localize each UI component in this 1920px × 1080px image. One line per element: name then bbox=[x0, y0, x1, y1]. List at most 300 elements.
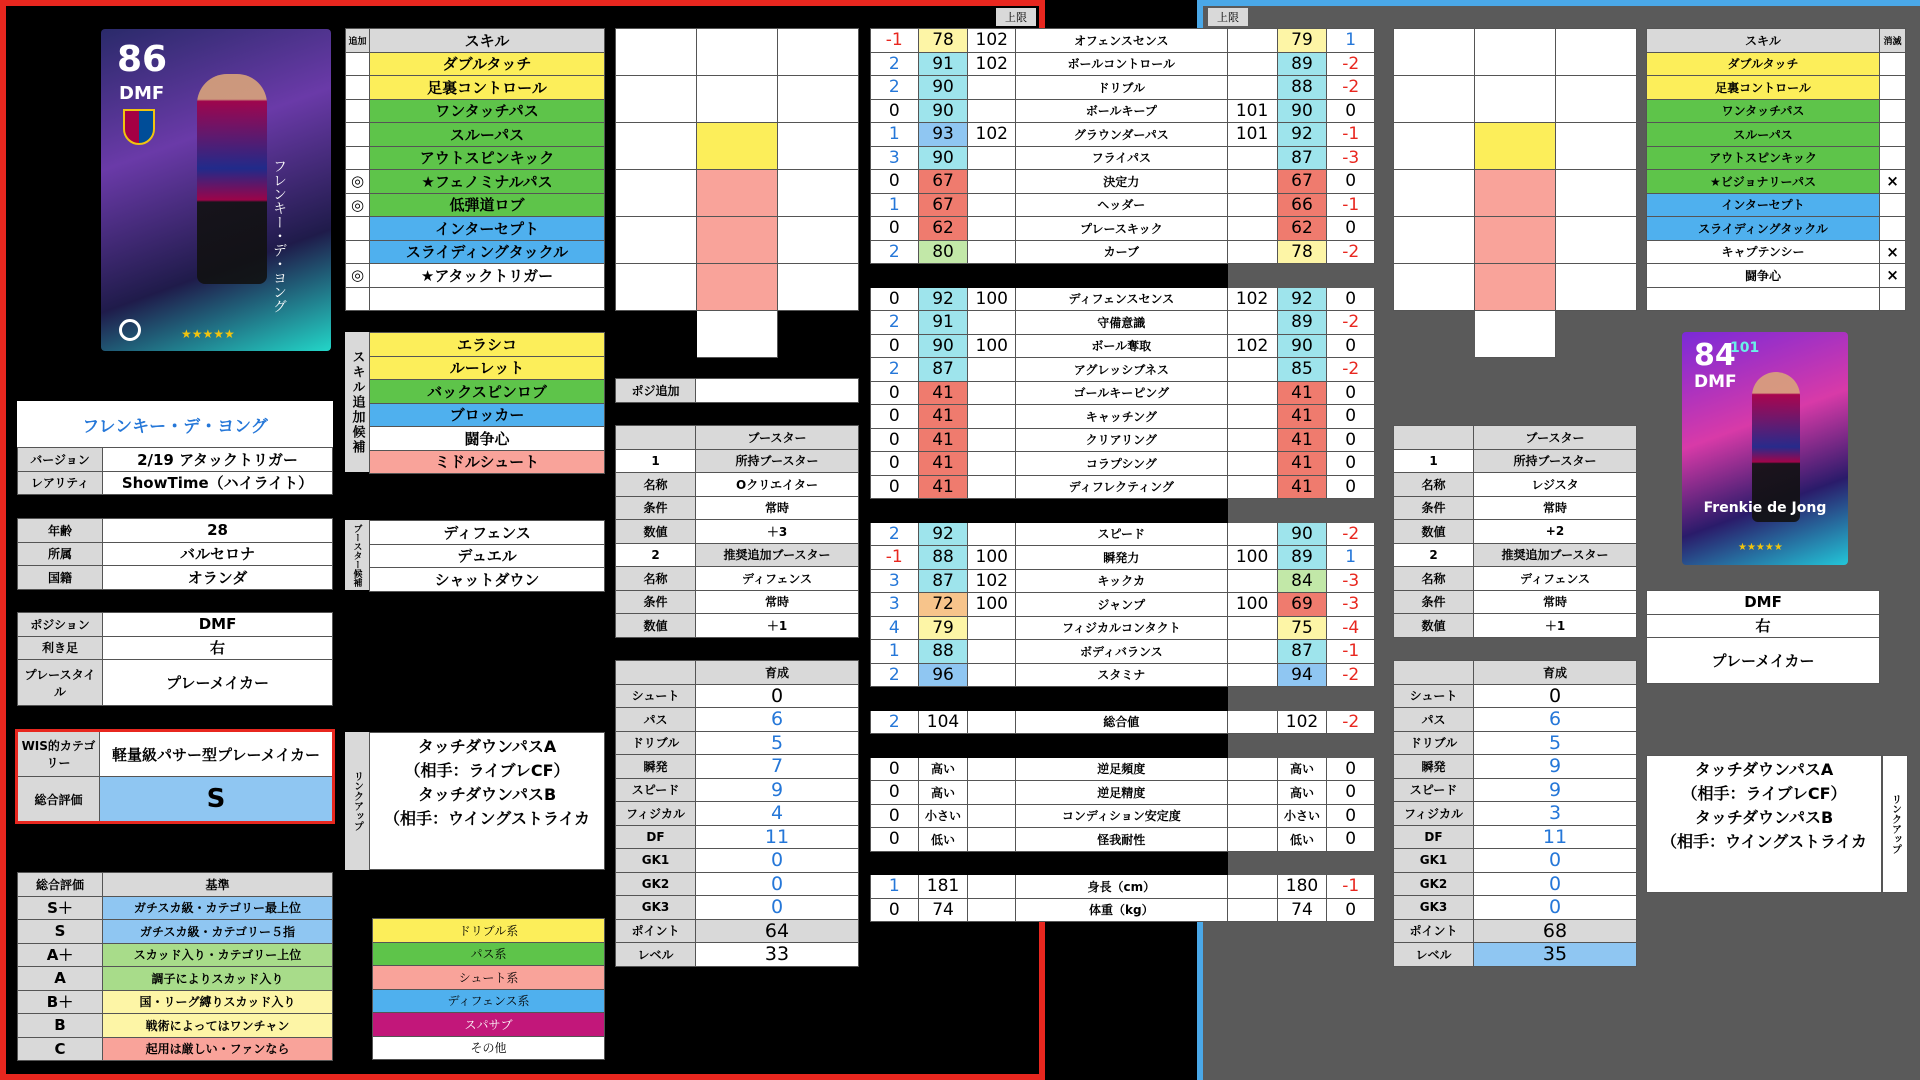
stat-diff-right: -3 bbox=[1327, 146, 1375, 170]
stat-value-right: 94 bbox=[1277, 663, 1327, 687]
stat-limit-left bbox=[968, 640, 1016, 664]
body-diff-right: -1 bbox=[1327, 875, 1375, 899]
stat-value-right: 41 bbox=[1277, 381, 1327, 405]
stat-limit-left bbox=[968, 475, 1016, 499]
stat-value-right: 88 bbox=[1277, 76, 1327, 100]
stat-name: 瞬発力 bbox=[1016, 546, 1228, 570]
stat-value-left: 88 bbox=[918, 640, 968, 664]
stat-row bbox=[871, 123, 1375, 147]
stat-name: ヘッダー bbox=[1016, 193, 1228, 217]
skill-item-right: インターセプト bbox=[1647, 193, 1880, 217]
stat-row bbox=[871, 593, 1375, 617]
stat-diff-right: 0 bbox=[1327, 381, 1375, 405]
stat-name: クリアリング bbox=[1016, 428, 1228, 452]
stat-diff-left: 4 bbox=[871, 616, 919, 640]
misc-diff-left: 0 bbox=[871, 828, 919, 852]
stat-value-left: 80 bbox=[918, 240, 968, 264]
stat-row bbox=[871, 29, 1375, 53]
misc-left: 高い bbox=[918, 781, 968, 805]
stat-limit-left bbox=[968, 522, 1016, 546]
card-position-right: DMF bbox=[1694, 372, 1737, 392]
candidate-item: エラシコ bbox=[370, 333, 605, 357]
stat-value-left: 67 bbox=[918, 193, 968, 217]
stat-diff-right: -2 bbox=[1327, 240, 1375, 264]
body-left: 181 bbox=[918, 875, 968, 899]
stat-diff-left: 1 bbox=[871, 640, 919, 664]
eval-label: 総合評価 bbox=[18, 777, 100, 821]
stat-value-right: 90 bbox=[1277, 99, 1327, 123]
misc-diff-right: 0 bbox=[1327, 757, 1375, 781]
limit-label-left: 上限 bbox=[996, 8, 1036, 26]
misc-right: 小さい bbox=[1277, 804, 1327, 828]
stat-row bbox=[871, 640, 1375, 664]
stat-value-right: 66 bbox=[1277, 193, 1327, 217]
stat-diff-right: 0 bbox=[1327, 287, 1375, 311]
stat-limit-left: 102 bbox=[968, 29, 1016, 53]
body-diff-right: 0 bbox=[1327, 898, 1375, 922]
stat-diff-left: 1 bbox=[871, 193, 919, 217]
stat-diff-right: 0 bbox=[1327, 99, 1375, 123]
stat-value-right: 75 bbox=[1277, 616, 1327, 640]
skills-table-right: スキル 消滅 ダブルタッチ 足裏コントロール ワンタッチパス スルーパス アウトスピンキック ★ビジョナリーパス × インターセプト スライディングタックル キャプテンシー × 闘争心 × bbox=[1646, 28, 1906, 311]
booster-candidate-table: ディフェンス デュエル シャットダウン bbox=[369, 520, 605, 592]
stat-value-left: 67 bbox=[918, 170, 968, 194]
stat-value-right: 92 bbox=[1277, 287, 1327, 311]
stat-limit-right bbox=[1227, 405, 1277, 429]
stat-name: キックカ bbox=[1016, 569, 1228, 593]
stat-value-left: 87 bbox=[918, 358, 968, 382]
eval-value: S bbox=[100, 777, 332, 821]
stat-row bbox=[871, 193, 1375, 217]
stat-row bbox=[871, 475, 1375, 499]
stat-diff-left: 2 bbox=[871, 663, 919, 687]
stat-name: 決定力 bbox=[1016, 170, 1228, 194]
card-rating-right: 84 bbox=[1694, 338, 1736, 373]
info-table-2: 年齢 28 所属 バルセロナ 国籍 オランダ bbox=[17, 518, 333, 590]
stat-diff-right: -2 bbox=[1327, 522, 1375, 546]
stat-row bbox=[871, 428, 1375, 452]
player-card-right bbox=[1682, 332, 1848, 565]
booster-table-right: ブースター 1 所持ブースター 名称 レジスタ 条件 常時 数値 +2 2 推奨追加ブースター 名称 ディフェンス 条件 常時 数値 ＋1 bbox=[1393, 425, 1637, 638]
stat-value-left: 62 bbox=[918, 217, 968, 241]
stat-limit-left bbox=[968, 240, 1016, 264]
stat-limit-left: 100 bbox=[968, 334, 1016, 358]
stat-limit-right bbox=[1227, 240, 1277, 264]
pos-info-right: DMF 右 プレーメイカー bbox=[1646, 590, 1880, 684]
stat-limit-left bbox=[968, 452, 1016, 476]
card-bonus-right: 101 bbox=[1730, 340, 1760, 356]
stat-diff-left: 0 bbox=[871, 170, 919, 194]
stat-value-right: 41 bbox=[1277, 452, 1327, 476]
card-position: DMF bbox=[119, 83, 165, 104]
misc-right: 低い bbox=[1277, 828, 1327, 852]
position-grid-left bbox=[615, 28, 859, 358]
stat-diff-right: -1 bbox=[1327, 193, 1375, 217]
stat-limit-right bbox=[1227, 475, 1277, 499]
stat-value-left: 92 bbox=[918, 287, 968, 311]
stat-name: グラウンダーパス bbox=[1016, 123, 1228, 147]
stat-diff-left: 0 bbox=[871, 475, 919, 499]
body-left: 74 bbox=[918, 898, 968, 922]
stat-value-right: 89 bbox=[1277, 311, 1327, 335]
info-table-3: ポジション DMF 利き足 右 プレースタイル プレーメイカー bbox=[17, 612, 333, 706]
position-grid-right bbox=[1393, 28, 1637, 358]
stat-name: オフェンスセンス bbox=[1016, 29, 1228, 53]
stat-value-right: 85 bbox=[1277, 358, 1327, 382]
stat-value-left: 92 bbox=[918, 522, 968, 546]
player-name-left: フレンキー・デ・ヨング bbox=[17, 401, 333, 447]
total-diff-right: -2 bbox=[1327, 710, 1375, 734]
stat-limit-left bbox=[968, 311, 1016, 335]
skill-item: スルーパス bbox=[370, 123, 605, 147]
stat-value-left: 88 bbox=[918, 546, 968, 570]
stat-name: ディフェンスセンス bbox=[1016, 287, 1228, 311]
stat-row bbox=[871, 452, 1375, 476]
stat-diff-right: -3 bbox=[1327, 569, 1375, 593]
stat-value-left: 79 bbox=[918, 616, 968, 640]
stat-diff-left: 2 bbox=[871, 311, 919, 335]
club-crest-icon bbox=[123, 109, 155, 145]
stat-name: キャッチング bbox=[1016, 405, 1228, 429]
misc-left: 小さい bbox=[918, 804, 968, 828]
candidate-item: バックスピンロブ bbox=[370, 380, 605, 404]
misc-diff-left: 0 bbox=[871, 757, 919, 781]
stat-row bbox=[871, 546, 1375, 570]
linkup-label-left: リンクアップ bbox=[345, 732, 369, 870]
stat-limit-left bbox=[968, 146, 1016, 170]
stat-diff-left: 2 bbox=[871, 76, 919, 100]
stat-diff-right: 0 bbox=[1327, 405, 1375, 429]
efootball-logo-icon bbox=[119, 319, 141, 341]
stat-name: スピード bbox=[1016, 522, 1228, 546]
stat-limit-right bbox=[1227, 663, 1277, 687]
candidate-item: ブロッカー bbox=[370, 403, 605, 427]
stat-value-right: 67 bbox=[1277, 170, 1327, 194]
stat-value-right: 92 bbox=[1277, 123, 1327, 147]
stat-limit-left: 102 bbox=[968, 123, 1016, 147]
stat-diff-right: -1 bbox=[1327, 123, 1375, 147]
skill-item-right: スルーパス bbox=[1647, 123, 1880, 147]
stat-row bbox=[871, 522, 1375, 546]
stat-limit-left bbox=[968, 170, 1016, 194]
card-stars-right: ★★★★★ bbox=[1738, 542, 1783, 553]
stats-table bbox=[870, 28, 1375, 922]
stat-limit-right: 102 bbox=[1227, 287, 1277, 311]
stat-value-right: 41 bbox=[1277, 405, 1327, 429]
stat-value-right: 90 bbox=[1277, 334, 1327, 358]
stat-limit-right bbox=[1227, 640, 1277, 664]
stat-limit-left: 100 bbox=[968, 546, 1016, 570]
stat-row bbox=[871, 710, 1375, 734]
stat-row bbox=[871, 287, 1375, 311]
skill-item-right: 足裏コントロール bbox=[1647, 76, 1880, 100]
stat-limit-left bbox=[968, 616, 1016, 640]
stat-diff-left: 0 bbox=[871, 287, 919, 311]
stat-limit-right: 100 bbox=[1227, 546, 1277, 570]
stat-name: カーブ bbox=[1016, 240, 1228, 264]
stat-value-right: 89 bbox=[1277, 546, 1327, 570]
stat-limit-right bbox=[1227, 452, 1277, 476]
body-right: 180 bbox=[1277, 875, 1327, 899]
info-table-1: バージョン 2/19 アタックトリガー レアリティ ShowTime（ハイライト） bbox=[17, 447, 333, 495]
skill-item: ★アタックトリガー bbox=[370, 264, 605, 288]
stat-diff-left: 0 bbox=[871, 217, 919, 241]
stat-row bbox=[871, 405, 1375, 429]
stat-limit-left bbox=[968, 663, 1016, 687]
stat-row bbox=[871, 358, 1375, 382]
stat-limit-right bbox=[1227, 76, 1277, 100]
color-legend: ドリブル系 パス系 シュート系 ディフェンス系 スパサブ その他 bbox=[372, 918, 605, 1060]
stat-row bbox=[871, 875, 1375, 899]
stat-diff-left: 3 bbox=[871, 146, 919, 170]
stat-diff-left: 0 bbox=[871, 99, 919, 123]
skill-candidate-table bbox=[369, 332, 605, 474]
stat-value-left: 96 bbox=[918, 663, 968, 687]
stat-diff-left: 2 bbox=[871, 358, 919, 382]
stat-diff-left: 0 bbox=[871, 405, 919, 429]
stat-limit-right bbox=[1227, 29, 1277, 53]
stat-value-right: 87 bbox=[1277, 146, 1327, 170]
stat-name: フライパス bbox=[1016, 146, 1228, 170]
stat-value-left: 90 bbox=[918, 99, 968, 123]
stat-limit-right: 102 bbox=[1227, 334, 1277, 358]
stat-name: スタミナ bbox=[1016, 663, 1228, 687]
stat-limit-right bbox=[1227, 428, 1277, 452]
card-rating: 86 bbox=[117, 39, 168, 80]
stat-row bbox=[871, 76, 1375, 100]
stat-row bbox=[871, 170, 1375, 194]
stat-diff-right: 0 bbox=[1327, 334, 1375, 358]
skill-item: ★フェノミナルパス bbox=[370, 170, 605, 194]
total-label: 総合値 bbox=[1016, 710, 1228, 734]
stat-diff-right: 1 bbox=[1327, 29, 1375, 53]
stat-value-left: 78 bbox=[918, 29, 968, 53]
skill-item: スライディングタックル bbox=[370, 240, 605, 264]
skill-item: ダブルタッチ bbox=[370, 52, 605, 76]
stat-diff-left: 0 bbox=[871, 452, 919, 476]
misc-left: 低い bbox=[918, 828, 968, 852]
booster-candidate-label: ブースター候補 bbox=[345, 520, 369, 590]
stat-row bbox=[871, 99, 1375, 123]
stat-row bbox=[871, 217, 1375, 241]
total-right: 102 bbox=[1277, 710, 1327, 734]
stat-diff-right: 1 bbox=[1327, 546, 1375, 570]
stat-limit-right bbox=[1227, 522, 1277, 546]
body-diff-left: 1 bbox=[871, 875, 919, 899]
stat-name: ボールキープ bbox=[1016, 99, 1228, 123]
stat-value-left: 90 bbox=[918, 146, 968, 170]
stat-name: アグレッシブネス bbox=[1016, 358, 1228, 382]
stat-diff-right: 0 bbox=[1327, 452, 1375, 476]
skill-item-right: アウトスピンキック bbox=[1647, 146, 1880, 170]
stat-value-left: 93 bbox=[918, 123, 968, 147]
misc-diff-right: 0 bbox=[1327, 781, 1375, 805]
skill-item: ワンタッチパス bbox=[370, 99, 605, 123]
total-diff-left: 2 bbox=[871, 710, 919, 734]
stat-name: ゴールキーピング bbox=[1016, 381, 1228, 405]
stat-diff-right: -2 bbox=[1327, 76, 1375, 100]
limit-label-right: 上限 bbox=[1208, 8, 1248, 26]
stat-diff-left: 3 bbox=[871, 593, 919, 617]
stat-diff-right: -2 bbox=[1327, 311, 1375, 335]
stat-limit-right bbox=[1227, 193, 1277, 217]
stat-name: ディフレクティング bbox=[1016, 475, 1228, 499]
skill-item-right: 闘争心 bbox=[1647, 264, 1880, 288]
stat-row bbox=[871, 381, 1375, 405]
stat-diff-right: -4 bbox=[1327, 616, 1375, 640]
misc-left: 高い bbox=[918, 757, 968, 781]
skill-item: 足裏コントロール bbox=[370, 76, 605, 100]
stat-value-left: 91 bbox=[918, 311, 968, 335]
stat-value-right: 41 bbox=[1277, 428, 1327, 452]
stat-limit-right: 101 bbox=[1227, 99, 1277, 123]
stat-value-right: 89 bbox=[1277, 52, 1327, 76]
stat-limit-right bbox=[1227, 616, 1277, 640]
stat-limit-right: 100 bbox=[1227, 593, 1277, 617]
eval-legend-table: 総合評価 基準 S＋ ガチスカ級・カテゴリー最上位 S ガチスカ級・カテゴリー５指 A＋ スカッド入り・カテゴリー上位 A 調子によりスカッド入り B＋ 国・リーグ縛りスカッド入り B 戦術によってはワンチャン C 起用は厳しい・ファンなら bbox=[17, 872, 333, 1061]
stat-value-left: 41 bbox=[918, 475, 968, 499]
stat-diff-right: -3 bbox=[1327, 593, 1375, 617]
skill-item-right: ワンタッチパス bbox=[1647, 99, 1880, 123]
stat-diff-left: 1 bbox=[871, 123, 919, 147]
stat-row bbox=[871, 334, 1375, 358]
stat-value-left: 41 bbox=[918, 405, 968, 429]
stat-name: ドリブル bbox=[1016, 76, 1228, 100]
stat-limit-left bbox=[968, 76, 1016, 100]
skill-item-right: ダブルタッチ bbox=[1647, 52, 1880, 76]
training-table-left: 育成 シュート 0 パス 6 ドリブル 5 瞬発 7 スピード 9 フィジカル 4 DF 11 GK1 0 GK2 0 GK3 0 ポイント 64 レベル 33 bbox=[615, 660, 859, 967]
stat-value-right: 87 bbox=[1277, 640, 1327, 664]
wis-label: WIS的カテゴリー bbox=[18, 732, 100, 777]
stat-row bbox=[871, 757, 1375, 781]
stat-diff-right: 0 bbox=[1327, 428, 1375, 452]
stat-value-right: 90 bbox=[1277, 522, 1327, 546]
stat-name: フィジカルコンタクト bbox=[1016, 616, 1228, 640]
stat-value-left: 41 bbox=[918, 428, 968, 452]
skills-table-left: 追加 スキル ダブルタッチ 足裏コントロール ワンタッチパス スルーパス アウトスピンキック ◎ ★フェノミナルパス ◎ 低弾道ロブ インターセプト スライディングタックル ◎ ★アタックトリガー bbox=[345, 28, 605, 311]
skill-item: アウトスピンキック bbox=[370, 146, 605, 170]
stat-limit-left bbox=[968, 358, 1016, 382]
stat-diff-left: 0 bbox=[871, 428, 919, 452]
wis-box bbox=[15, 729, 335, 824]
stat-row bbox=[871, 663, 1375, 687]
stat-limit-right bbox=[1227, 170, 1277, 194]
stat-diff-right: 0 bbox=[1327, 170, 1375, 194]
card-stars: ★★★★★ bbox=[181, 327, 235, 341]
player-figure bbox=[197, 74, 267, 284]
stat-name: コラプシング bbox=[1016, 452, 1228, 476]
stat-value-right: 79 bbox=[1277, 29, 1327, 53]
misc-label: 逆足頻度 bbox=[1016, 757, 1228, 781]
stat-limit-left bbox=[968, 193, 1016, 217]
candidate-item: ミドルシュート bbox=[370, 450, 605, 474]
stat-row bbox=[871, 616, 1375, 640]
misc-right: 高い bbox=[1277, 781, 1327, 805]
skill-item: 低弾道ロブ bbox=[370, 193, 605, 217]
candidate-item: ルーレット bbox=[370, 356, 605, 380]
posi-add-table: ポジ追加 bbox=[615, 378, 859, 403]
stat-diff-right: -2 bbox=[1327, 52, 1375, 76]
skill-item-right: スライディングタックル bbox=[1647, 217, 1880, 241]
linkup-label-right: リンクアップ bbox=[1882, 755, 1908, 893]
stat-name: 守備意識 bbox=[1016, 311, 1228, 335]
stat-diff-left: -1 bbox=[871, 29, 919, 53]
stat-value-left: 41 bbox=[918, 452, 968, 476]
stat-limit-left: 102 bbox=[968, 52, 1016, 76]
misc-diff-left: 0 bbox=[871, 804, 919, 828]
candidate-item: 闘争心 bbox=[370, 427, 605, 451]
stat-value-right: 84 bbox=[1277, 569, 1327, 593]
stat-value-left: 91 bbox=[918, 52, 968, 76]
stat-limit-right bbox=[1227, 358, 1277, 382]
stat-row bbox=[871, 52, 1375, 76]
stat-limit-left bbox=[968, 428, 1016, 452]
stat-limit-left bbox=[968, 99, 1016, 123]
stat-value-left: 41 bbox=[918, 381, 968, 405]
stat-row bbox=[871, 569, 1375, 593]
training-table-right: 育成 シュート 0 パス 6 ドリブル 5 瞬発 9 スピード 9 フィジカル 3 DF 11 GK1 0 GK2 0 GK3 0 ポイント 68 レベル 35 bbox=[1393, 660, 1637, 967]
skill-item-right: ★ビジョナリーパス bbox=[1647, 170, 1880, 194]
stat-diff-right: -1 bbox=[1327, 640, 1375, 664]
stat-limit-right bbox=[1227, 146, 1277, 170]
stat-row bbox=[871, 898, 1375, 922]
body-diff-left: 0 bbox=[871, 898, 919, 922]
stat-limit-right bbox=[1227, 217, 1277, 241]
stat-row bbox=[871, 311, 1375, 335]
booster-table-left: ブースター 1 所持ブースター 名称 Oクリエイター 条件 常時 数値 ＋3 2 推奨追加ブースター 名称 ディフェンス 条件 常時 数値 ＋1 bbox=[615, 425, 859, 638]
card-vertical-name: フレンキー・デ・ヨング bbox=[271, 159, 287, 313]
body-label: 身長（cm） bbox=[1016, 875, 1228, 899]
stat-diff-right: -2 bbox=[1327, 358, 1375, 382]
stat-row bbox=[871, 240, 1375, 264]
stat-diff-left: 3 bbox=[871, 569, 919, 593]
stat-limit-left: 100 bbox=[968, 593, 1016, 617]
misc-right: 高い bbox=[1277, 757, 1327, 781]
misc-diff-right: 0 bbox=[1327, 804, 1375, 828]
skill-item-right: キャプテンシー bbox=[1647, 240, 1880, 264]
body-right: 74 bbox=[1277, 898, 1327, 922]
linkup-box-right: タッチダウンパスA （相手：ライブレCF） タッチダウンパスB （相手：ウイングストライカ bbox=[1646, 755, 1882, 893]
stat-limit-left: 100 bbox=[968, 287, 1016, 311]
stat-limit-left bbox=[968, 405, 1016, 429]
stat-name: プレースキック bbox=[1016, 217, 1228, 241]
stat-name: ボディバランス bbox=[1016, 640, 1228, 664]
wis-value: 軽量級パサー型プレーメイカー bbox=[100, 732, 332, 777]
stat-row bbox=[871, 804, 1375, 828]
stat-diff-left: -1 bbox=[871, 546, 919, 570]
stat-diff-right: 0 bbox=[1327, 217, 1375, 241]
stat-diff-left: 0 bbox=[871, 334, 919, 358]
stat-limit-left bbox=[968, 217, 1016, 241]
total-left: 104 bbox=[918, 710, 968, 734]
card-name-right: Frenkie de Jong bbox=[1703, 500, 1827, 516]
skill-candidate-label: スキル追加候補 bbox=[345, 332, 369, 472]
stat-limit-right bbox=[1227, 381, 1277, 405]
stat-value-right: 78 bbox=[1277, 240, 1327, 264]
misc-label: 怪我耐性 bbox=[1016, 828, 1228, 852]
misc-diff-left: 0 bbox=[871, 781, 919, 805]
stat-limit-right bbox=[1227, 311, 1277, 335]
stat-name: ボール奪取 bbox=[1016, 334, 1228, 358]
stat-value-left: 87 bbox=[918, 569, 968, 593]
stat-diff-right: -2 bbox=[1327, 663, 1375, 687]
stat-value-left: 90 bbox=[918, 334, 968, 358]
stat-value-right: 41 bbox=[1277, 475, 1327, 499]
stat-row bbox=[871, 146, 1375, 170]
player-card-left bbox=[101, 29, 331, 351]
stat-value-right: 62 bbox=[1277, 217, 1327, 241]
stat-diff-left: 2 bbox=[871, 52, 919, 76]
